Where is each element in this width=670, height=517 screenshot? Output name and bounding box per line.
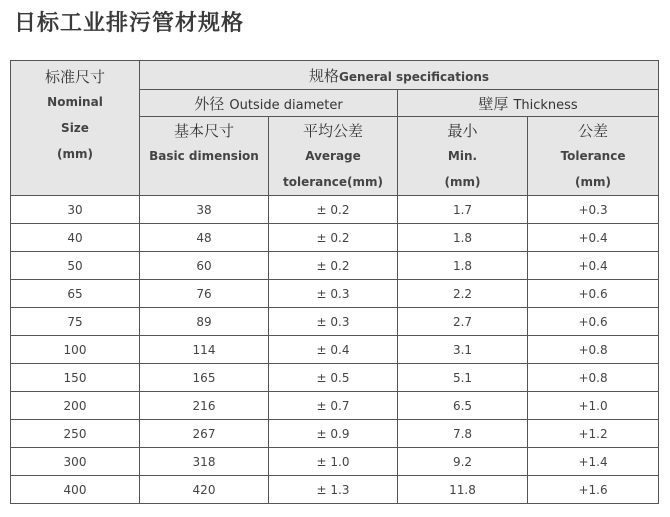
min-thickness-en: Min. bbox=[447, 149, 478, 163]
thickness-tolerance-header bbox=[528, 117, 659, 196]
nominal-size-unit: (mm) bbox=[57, 147, 93, 161]
average-tolerance-en-line2: tolerance(mm) bbox=[282, 175, 384, 189]
cell-min-thickness: 3.1 bbox=[398, 336, 528, 364]
outside-diameter-header bbox=[140, 90, 398, 117]
table-row bbox=[11, 196, 659, 224]
table-row bbox=[11, 308, 659, 336]
cell-nominal: 400 bbox=[11, 476, 140, 504]
cell-average-tolerance: ± 0.2 bbox=[269, 252, 398, 280]
table-row bbox=[11, 420, 659, 448]
nominal-size-en-line2: Size bbox=[61, 121, 89, 135]
cell-min-thickness: 5.1 bbox=[398, 364, 528, 392]
cell-thickness-tolerance: +0.4 bbox=[528, 224, 659, 252]
cell-average-tolerance: ± 0.2 bbox=[269, 196, 398, 224]
general-specifications-en: General specifications bbox=[339, 69, 490, 84]
cell-nominal: 40 bbox=[11, 224, 140, 252]
cell-thickness-tolerance: +0.3 bbox=[528, 196, 659, 224]
table-body bbox=[11, 196, 659, 504]
cell-min-thickness: 6.5 bbox=[398, 392, 528, 420]
cell-average-tolerance: ± 0.9 bbox=[269, 420, 398, 448]
average-tolerance-header bbox=[269, 117, 398, 196]
table-row bbox=[11, 224, 659, 252]
cell-min-thickness: 1.8 bbox=[398, 224, 528, 252]
cell-nominal: 300 bbox=[11, 448, 140, 476]
thickness-tolerance-cn: 公差 bbox=[578, 122, 609, 140]
cell-min-thickness: 7.8 bbox=[398, 420, 528, 448]
cell-min-thickness: 9.2 bbox=[398, 448, 528, 476]
cell-average-tolerance: ± 0.5 bbox=[269, 364, 398, 392]
cell-nominal: 65 bbox=[11, 280, 140, 308]
cell-average-tolerance: ± 1.0 bbox=[269, 448, 398, 476]
cell-thickness-tolerance: +1.6 bbox=[528, 476, 659, 504]
average-tolerance-en-line1: Average bbox=[305, 149, 361, 163]
cell-thickness-tolerance: +0.4 bbox=[528, 252, 659, 280]
cell-nominal: 150 bbox=[11, 364, 140, 392]
thickness-header bbox=[398, 90, 659, 117]
min-thickness-header bbox=[398, 117, 528, 196]
thickness-tolerance-unit: (mm) bbox=[575, 175, 612, 189]
cell-basic-dimension: 114 bbox=[140, 336, 269, 364]
cell-basic-dimension: 89 bbox=[140, 308, 269, 336]
table-row bbox=[11, 448, 659, 476]
cell-average-tolerance: ± 0.4 bbox=[269, 336, 398, 364]
table-row bbox=[11, 252, 659, 280]
cell-basic-dimension: 38 bbox=[140, 196, 269, 224]
cell-basic-dimension: 76 bbox=[140, 280, 269, 308]
thickness-cn: 壁厚 bbox=[478, 94, 509, 113]
spec-table bbox=[10, 60, 659, 504]
cell-average-tolerance: ± 1.3 bbox=[269, 476, 398, 504]
nominal-size-cn: 标准尺寸 bbox=[44, 68, 105, 86]
cell-nominal: 75 bbox=[11, 308, 140, 336]
cell-basic-dimension: 267 bbox=[140, 420, 269, 448]
cell-nominal: 100 bbox=[11, 336, 140, 364]
nominal-size-header bbox=[11, 61, 140, 196]
cell-nominal: 30 bbox=[11, 196, 140, 224]
cell-min-thickness: 1.7 bbox=[398, 196, 528, 224]
cell-basic-dimension: 48 bbox=[140, 224, 269, 252]
table-header bbox=[11, 61, 659, 196]
min-thickness-cn: 最小 bbox=[447, 122, 478, 140]
basic-dimension-cn: 基本尺寸 bbox=[173, 122, 234, 140]
cell-min-thickness: 2.7 bbox=[398, 308, 528, 336]
general-specifications-cn: 规格 bbox=[309, 66, 340, 85]
cell-min-thickness: 11.8 bbox=[398, 476, 528, 504]
thickness-en: Thickness bbox=[513, 97, 578, 113]
nominal-size-en-line1: Nominal bbox=[47, 95, 103, 109]
thickness-tolerance-en: Tolerance bbox=[560, 149, 626, 163]
cell-average-tolerance: ± 0.2 bbox=[269, 224, 398, 252]
general-specifications-header bbox=[140, 61, 659, 90]
cell-basic-dimension: 165 bbox=[140, 364, 269, 392]
cell-basic-dimension: 318 bbox=[140, 448, 269, 476]
page-title: 日标工业排污管材规格 bbox=[14, 11, 245, 36]
cell-thickness-tolerance: +0.8 bbox=[528, 336, 659, 364]
cell-thickness-tolerance: +1.2 bbox=[528, 420, 659, 448]
cell-thickness-tolerance: +0.8 bbox=[528, 364, 659, 392]
cell-basic-dimension: 60 bbox=[140, 252, 269, 280]
table-row bbox=[11, 336, 659, 364]
average-tolerance-cn: 平均公差 bbox=[302, 122, 363, 140]
cell-min-thickness: 1.8 bbox=[398, 252, 528, 280]
table-row bbox=[11, 392, 659, 420]
cell-thickness-tolerance: +0.6 bbox=[528, 280, 659, 308]
cell-thickness-tolerance: +0.6 bbox=[528, 308, 659, 336]
cell-average-tolerance: ± 0.3 bbox=[269, 280, 398, 308]
basic-dimension-header bbox=[140, 117, 269, 196]
outside-diameter-cn: 外径 bbox=[194, 94, 225, 113]
cell-average-tolerance: ± 0.7 bbox=[269, 392, 398, 420]
cell-thickness-tolerance: +1.4 bbox=[528, 448, 659, 476]
cell-nominal: 250 bbox=[11, 420, 140, 448]
cell-min-thickness: 2.2 bbox=[398, 280, 528, 308]
cell-nominal: 200 bbox=[11, 392, 140, 420]
cell-thickness-tolerance: +1.0 bbox=[528, 392, 659, 420]
cell-basic-dimension: 420 bbox=[140, 476, 269, 504]
cell-average-tolerance: ± 0.3 bbox=[269, 308, 398, 336]
table-row bbox=[11, 364, 659, 392]
table-row bbox=[11, 476, 659, 504]
cell-nominal: 50 bbox=[11, 252, 140, 280]
min-thickness-unit: (mm) bbox=[444, 175, 481, 189]
basic-dimension-en: Basic dimension bbox=[149, 149, 259, 163]
outside-diameter-en: Outside diameter bbox=[229, 97, 343, 113]
cell-basic-dimension: 216 bbox=[140, 392, 269, 420]
table-row bbox=[11, 280, 659, 308]
